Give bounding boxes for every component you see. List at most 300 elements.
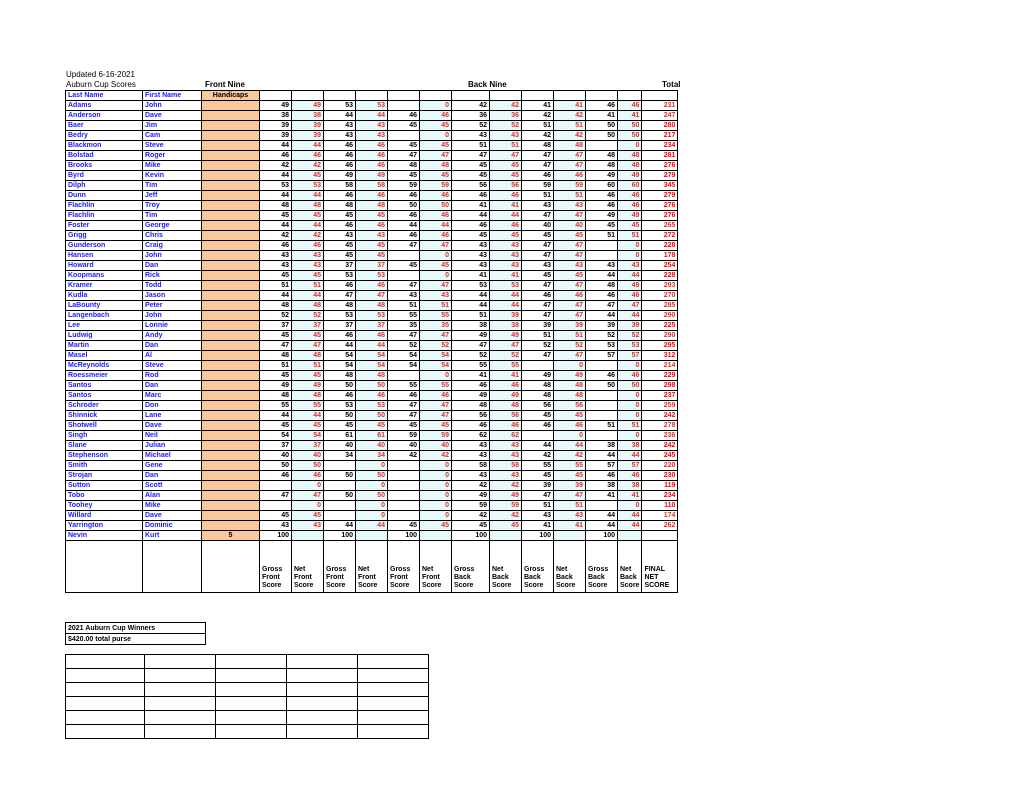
table-row: [66, 311, 678, 321]
last-name-cell: Schroder: [66, 401, 143, 411]
handicap-cell: [202, 481, 260, 491]
gross-score-cell: 47: [324, 291, 356, 301]
first-name-cell: Don: [143, 401, 202, 411]
handicap-cell: [202, 351, 260, 361]
last-name-cell: Toohey: [66, 501, 143, 511]
gross-score-cell: 46: [452, 381, 490, 391]
last-name-cell: Shotwell: [66, 421, 143, 431]
gross-score-cell: 56: [452, 411, 490, 421]
net-score-cell: 53: [356, 271, 388, 281]
net-score-cell: 44: [292, 191, 324, 201]
net-score-cell: 50: [356, 381, 388, 391]
table-row: [66, 131, 678, 141]
gross-score-cell: 44: [260, 291, 292, 301]
gross-score-cell: 44: [586, 311, 618, 321]
net-score-cell: 43: [554, 201, 586, 211]
gross-score-cell: 47: [522, 161, 554, 171]
gross-score-cell: 45: [586, 221, 618, 231]
net-score-cell: 47: [554, 311, 586, 321]
gross-score-cell: 44: [522, 441, 554, 451]
grid-cell: [66, 669, 145, 683]
table-row: [66, 321, 678, 331]
gross-score-cell: 46: [522, 171, 554, 181]
net-score-cell: 0: [420, 251, 452, 261]
footer-label: Net Front Score: [292, 541, 324, 593]
final-score-cell: 110: [642, 501, 678, 511]
net-score-cell: 47: [554, 491, 586, 501]
net-score-cell: 40: [420, 441, 452, 451]
gross-score-cell: 39: [522, 321, 554, 331]
gross-score-cell: 46: [324, 161, 356, 171]
handicap-cell: [202, 491, 260, 501]
net-score-cell: 45: [618, 221, 642, 231]
gross-score-cell: 46: [522, 291, 554, 301]
first-name-cell: Marc: [143, 391, 202, 401]
net-score-cell: 45: [554, 231, 586, 241]
gross-score-cell: 47: [260, 341, 292, 351]
gross-score-cell: [388, 471, 420, 481]
net-score-cell: 46: [554, 291, 586, 301]
net-score-cell: 44: [292, 291, 324, 301]
last-name-header: Last Name: [66, 91, 143, 101]
net-score-cell: 44: [420, 221, 452, 231]
last-name-cell: Tobo: [66, 491, 143, 501]
net-score-cell: 44: [554, 441, 586, 451]
gross-score-cell: 42: [452, 101, 490, 111]
net-score-cell: 44: [618, 511, 642, 521]
net-score-cell: 0: [356, 511, 388, 521]
net-score-cell: 45: [420, 521, 452, 531]
table-row: [66, 531, 678, 541]
gross-score-cell: 47: [586, 301, 618, 311]
net-score-cell: 47: [554, 301, 586, 311]
final-score-cell: 276: [642, 211, 678, 221]
net-score-cell: 54: [420, 351, 452, 361]
gross-score-cell: [260, 501, 292, 511]
first-name-cell: Gene: [143, 461, 202, 471]
gross-score-cell: 44: [260, 411, 292, 421]
net-score-cell: 45: [292, 371, 324, 381]
gross-score-cell: 37: [260, 321, 292, 331]
gross-score-cell: 46: [324, 281, 356, 291]
first-name-cell: Kurt: [143, 531, 202, 541]
gross-score-cell: 40: [324, 441, 356, 451]
handicap-cell: [202, 131, 260, 141]
gross-score-cell: 52: [388, 341, 420, 351]
gross-score-cell: 46: [324, 331, 356, 341]
net-score-cell: 48: [490, 401, 522, 411]
gross-score-cell: 47: [522, 251, 554, 261]
gross-score-cell: 44: [260, 141, 292, 151]
net-score-cell: 0: [292, 501, 324, 511]
gross-score-cell: [586, 241, 618, 251]
last-name-cell: Flachlin: [66, 211, 143, 221]
table-row: [66, 101, 678, 111]
gross-score-cell: 44: [586, 451, 618, 461]
table-row: [66, 401, 678, 411]
last-name-cell: McReynolds: [66, 361, 143, 371]
table-row: [66, 501, 678, 511]
net-score-cell: 38: [490, 321, 522, 331]
gross-score-cell: 34: [324, 451, 356, 461]
grid-cell: [358, 725, 429, 739]
net-score-cell: 43: [420, 291, 452, 301]
gross-score-cell: [388, 131, 420, 141]
grid-cell: [358, 669, 429, 683]
gross-score-cell: 46: [324, 141, 356, 151]
footer-label: Gross Back Score: [586, 541, 618, 593]
grid-cell: [145, 725, 216, 739]
winners-box: [65, 622, 206, 645]
first-name-cell: Mike: [143, 501, 202, 511]
gross-score-cell: 46: [388, 211, 420, 221]
handicap-cell: [202, 191, 260, 201]
last-name-cell: Flachlin: [66, 201, 143, 211]
gross-score-cell: 51: [260, 281, 292, 291]
gross-score-cell: 41: [522, 521, 554, 531]
net-score-cell: 46: [356, 151, 388, 161]
gross-score-cell: 47: [522, 301, 554, 311]
table-row: [66, 521, 678, 531]
table-row: [66, 381, 678, 391]
table-row: [66, 111, 678, 121]
net-score-cell: 50: [356, 491, 388, 501]
net-score-cell: 54: [420, 361, 452, 371]
net-score-cell: 39: [554, 481, 586, 491]
final-score-cell: 230: [642, 471, 678, 481]
gross-score-cell: 43: [522, 261, 554, 271]
net-score-cell: 39: [490, 311, 522, 321]
gross-score-cell: 47: [522, 311, 554, 321]
net-score-cell: 43: [490, 131, 522, 141]
net-score-cell: 42: [554, 451, 586, 461]
gross-score-cell: 44: [260, 171, 292, 181]
net-score-cell: 46: [420, 191, 452, 201]
gross-score-cell: 46: [260, 151, 292, 161]
last-name-cell: Shinnick: [66, 411, 143, 421]
net-score-cell: 48: [356, 301, 388, 311]
gross-score-cell: 46: [452, 191, 490, 201]
last-name-cell: Blackmon: [66, 141, 143, 151]
net-score-cell: 48: [554, 381, 586, 391]
net-score-cell: 45: [554, 471, 586, 481]
final-score-cell: 262: [642, 521, 678, 531]
net-score-cell: 45: [292, 331, 324, 341]
first-name-cell: Julian: [143, 441, 202, 451]
final-score-cell: 228: [642, 241, 678, 251]
first-name-cell: Cam: [143, 131, 202, 141]
gross-score-cell: 43: [586, 261, 618, 271]
gross-score-cell: 44: [586, 271, 618, 281]
gross-score-cell: 53: [260, 181, 292, 191]
gross-score-cell: 43: [452, 241, 490, 251]
table-row: [66, 451, 678, 461]
last-name-cell: Dilph: [66, 181, 143, 191]
net-score-cell: 62: [490, 431, 522, 441]
first-name-cell: Dan: [143, 381, 202, 391]
gross-score-cell: 44: [586, 521, 618, 531]
first-name-cell: Dave: [143, 511, 202, 521]
net-score-cell: 0: [420, 511, 452, 521]
gross-score-cell: 46: [260, 241, 292, 251]
net-score-cell: 49: [618, 281, 642, 291]
handicap-cell: [202, 171, 260, 181]
last-name-cell: Smith: [66, 461, 143, 471]
total-purse: $420.00 total purse: [66, 634, 206, 645]
handicap-cell: [202, 521, 260, 531]
net-score-cell: [618, 531, 642, 541]
net-score-cell: 46: [618, 291, 642, 301]
gross-score-cell: 50: [324, 411, 356, 421]
gross-score-cell: 48: [324, 201, 356, 211]
gross-score-cell: 49: [586, 171, 618, 181]
grid-row: [66, 697, 429, 711]
net-score-cell: 47: [554, 161, 586, 171]
gross-score-cell: 46: [452, 221, 490, 231]
table-row: [66, 511, 678, 521]
gross-score-cell: 47: [522, 241, 554, 251]
net-score-cell: 51: [490, 141, 522, 151]
updated-label: Updated 6-16-2021: [66, 70, 135, 79]
net-score-cell: 0: [618, 141, 642, 151]
gross-score-cell: [388, 461, 420, 471]
gross-score-cell: [586, 141, 618, 151]
net-score-cell: 47: [420, 241, 452, 251]
last-name-cell: Yarrington: [66, 521, 143, 531]
final-score-cell: 220: [642, 461, 678, 471]
gross-score-cell: 38: [452, 321, 490, 331]
gross-score-cell: 47: [260, 491, 292, 501]
net-score-cell: 50: [420, 201, 452, 211]
gross-score-cell: 37: [260, 441, 292, 451]
gross-score-cell: 53: [324, 311, 356, 321]
first-name-cell: Lane: [143, 411, 202, 421]
grid-cell: [66, 725, 145, 739]
gross-score-cell: 45: [522, 411, 554, 421]
grid-cell: [358, 655, 429, 669]
gross-score-cell: 48: [260, 351, 292, 361]
net-score-cell: 43: [292, 261, 324, 271]
last-name-cell: Brooks: [66, 161, 143, 171]
footer-label: Net Back Score: [618, 541, 642, 593]
scores-table: [65, 90, 678, 593]
net-score-cell: 0: [554, 431, 586, 441]
net-score-cell: 40: [356, 441, 388, 451]
net-score-cell: 40: [554, 221, 586, 231]
net-score-cell: 0: [420, 271, 452, 281]
final-score-cell: 242: [642, 411, 678, 421]
last-name-cell: Bedry: [66, 131, 143, 141]
gross-score-cell: 44: [260, 191, 292, 201]
net-score-cell: 45: [356, 241, 388, 251]
net-score-cell: 43: [356, 121, 388, 131]
grid-cell: [287, 711, 358, 725]
net-score-cell: 55: [292, 401, 324, 411]
first-name-cell: Jeff: [143, 191, 202, 201]
gross-score-cell: 58: [452, 461, 490, 471]
gross-score-cell: 55: [388, 381, 420, 391]
last-name-cell: Kramer: [66, 281, 143, 291]
gross-score-cell: 49: [522, 371, 554, 381]
net-score-cell: 48: [618, 161, 642, 171]
last-name-cell: Gunderson: [66, 241, 143, 251]
gross-score-cell: [260, 481, 292, 491]
net-score-cell: 52: [490, 351, 522, 361]
net-score-cell: 53: [618, 341, 642, 351]
handicap-cell: [202, 231, 260, 241]
footer-label: Net Front Score: [420, 541, 452, 593]
net-score-cell: 44: [618, 311, 642, 321]
net-score-cell: 61: [356, 431, 388, 441]
net-score-cell: 47: [490, 151, 522, 161]
gross-score-cell: 54: [388, 361, 420, 371]
net-score-cell: 58: [490, 461, 522, 471]
net-score-cell: 39: [292, 131, 324, 141]
gross-score-cell: 44: [324, 341, 356, 351]
table-row: [66, 191, 678, 201]
last-name-cell: Sutton: [66, 481, 143, 491]
net-score-cell: 47: [420, 401, 452, 411]
final-score-cell: 247: [642, 111, 678, 121]
net-score-cell: 41: [490, 371, 522, 381]
last-name-cell: Bolstad: [66, 151, 143, 161]
first-name-cell: Dominic: [143, 521, 202, 531]
table-row: [66, 291, 678, 301]
net-score-cell: 46: [292, 241, 324, 251]
net-score-cell: 41: [618, 491, 642, 501]
net-score-cell: 53: [356, 101, 388, 111]
net-score-cell: 0: [420, 461, 452, 471]
net-score-cell: 46: [356, 391, 388, 401]
net-score-cell: 56: [554, 401, 586, 411]
net-score-cell: 55: [554, 461, 586, 471]
net-score-cell: 44: [618, 271, 642, 281]
winners-grid: [65, 654, 429, 739]
final-score-cell: 217: [642, 131, 678, 141]
table-row: [66, 471, 678, 481]
gross-score-cell: 49: [452, 491, 490, 501]
table-row: [66, 221, 678, 231]
gross-score-cell: 38: [586, 481, 618, 491]
net-score-cell: 46: [490, 221, 522, 231]
gross-score-cell: [522, 431, 554, 441]
last-name-cell: Ludwig: [66, 331, 143, 341]
net-score-cell: 56: [490, 181, 522, 191]
net-score-cell: 45: [292, 511, 324, 521]
first-name-cell: Dave: [143, 421, 202, 431]
net-score-cell: 39: [292, 121, 324, 131]
gross-score-cell: 47: [388, 331, 420, 341]
table-row: [66, 361, 678, 371]
net-score-cell: 46: [554, 171, 586, 181]
net-score-cell: 49: [490, 331, 522, 341]
gross-score-cell: 42: [260, 161, 292, 171]
gross-score-cell: 45: [388, 521, 420, 531]
sheet-title: Auburn Cup Scores: [66, 80, 136, 89]
gross-score-cell: 40: [388, 441, 420, 451]
final-score-cell: 278: [642, 421, 678, 431]
first-name-cell: Tim: [143, 211, 202, 221]
gross-score-cell: 40: [260, 451, 292, 461]
first-name-header: First Name: [143, 91, 202, 101]
table-row: [66, 491, 678, 501]
gross-score-cell: 45: [388, 121, 420, 131]
gross-score-cell: 46: [586, 101, 618, 111]
grid-cell: [287, 725, 358, 739]
net-score-cell: 0: [356, 501, 388, 511]
gross-score-cell: 53: [452, 281, 490, 291]
gross-score-cell: 45: [388, 421, 420, 431]
gross-score-cell: [324, 461, 356, 471]
first-name-cell: John: [143, 101, 202, 111]
last-name-cell: Grigg: [66, 231, 143, 241]
net-score-cell: 39: [554, 321, 586, 331]
final-score-cell: 290: [642, 311, 678, 321]
gross-score-cell: 47: [522, 151, 554, 161]
final-score-cell: 178: [642, 251, 678, 261]
net-score-cell: 49: [490, 491, 522, 501]
gross-score-cell: 100: [324, 531, 356, 541]
final-score-cell: 236: [642, 431, 678, 441]
handicap-cell: [202, 421, 260, 431]
net-score-cell: 50: [292, 461, 324, 471]
gross-score-cell: 45: [260, 271, 292, 281]
gross-score-cell: 54: [324, 351, 356, 361]
handicap-cell: [202, 511, 260, 521]
net-score-cell: 52: [490, 121, 522, 131]
gross-score-cell: [388, 481, 420, 491]
handicap-cell: [202, 471, 260, 481]
gross-score-cell: 49: [452, 331, 490, 341]
net-score-cell: 45: [356, 211, 388, 221]
net-score-cell: 60: [618, 181, 642, 191]
gross-score-cell: 44: [586, 511, 618, 521]
net-score-cell: 53: [292, 181, 324, 191]
net-score-cell: 49: [356, 171, 388, 181]
net-score-cell: [420, 531, 452, 541]
net-score-cell: 53: [490, 281, 522, 291]
net-score-cell: 53: [356, 401, 388, 411]
handicap-cell: [202, 271, 260, 281]
gross-score-cell: 47: [388, 411, 420, 421]
first-name-cell: Steve: [143, 141, 202, 151]
gross-score-cell: 40: [522, 221, 554, 231]
last-name-cell: Byrd: [66, 171, 143, 181]
net-score-cell: 45: [420, 261, 452, 271]
net-score-cell: 37: [292, 441, 324, 451]
gross-score-cell: 50: [260, 461, 292, 471]
gross-score-cell: 50: [586, 381, 618, 391]
gross-score-cell: 58: [324, 181, 356, 191]
net-score-cell: 47: [554, 251, 586, 261]
gross-score-cell: 47: [522, 281, 554, 291]
net-score-cell: 0: [618, 361, 642, 371]
gross-score-cell: 48: [586, 151, 618, 161]
table-row: [66, 241, 678, 251]
net-score-cell: 54: [292, 431, 324, 441]
gross-score-cell: 48: [522, 391, 554, 401]
handicap-cell: [202, 441, 260, 451]
final-score-cell: 279: [642, 191, 678, 201]
last-name-cell: Baer: [66, 121, 143, 131]
net-score-cell: 0: [618, 501, 642, 511]
grid-cell: [216, 711, 287, 725]
net-score-cell: 38: [292, 111, 324, 121]
last-name-cell: Slane: [66, 441, 143, 451]
handicap-cell: [202, 311, 260, 321]
handicap-cell: [202, 181, 260, 191]
gross-score-cell: 47: [522, 211, 554, 221]
